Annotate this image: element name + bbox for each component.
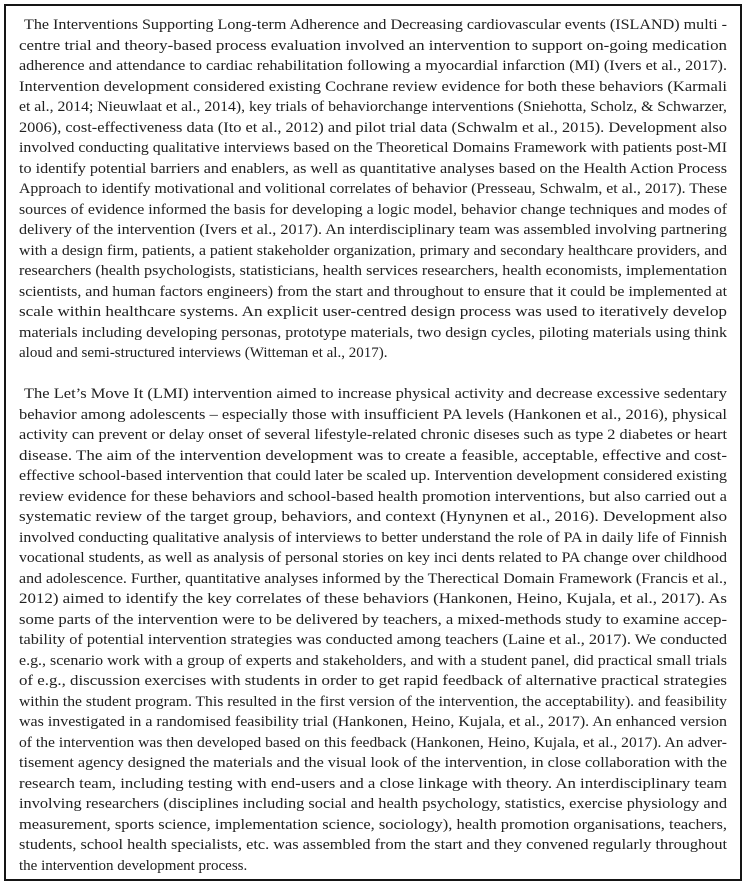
text-line-content: disease. The aim of the intervention development was to create a feasible, acceptable, effective and cost- xyxy=(19,447,727,464)
paragraph-1 xyxy=(19,15,727,364)
text-line-content: involved conducting qualitative interviews based on the Theoretical Domains Framework with patients post-MI xyxy=(19,140,727,156)
text-line-content: behavior among adolescents – especially those with insufficient PA levels (Hankonen et al., 2016), physical xyxy=(19,406,727,423)
text-line xyxy=(19,405,727,426)
text-line xyxy=(19,589,727,610)
text-line xyxy=(19,548,727,569)
text-line-content: centre trial and theory-based process evaluation involved an intervention to support on-going medication xyxy=(19,37,727,54)
text-line-content: e.g., scenario work with a group of experts and stakeholders, and with a student panel, did practical small trials xyxy=(19,652,728,669)
text-line-content: adherence and attendance to cardiac rehabilitation following a myocardial infarction (MI) (Ivers et al., 2017). xyxy=(19,58,727,74)
text-line xyxy=(19,302,727,323)
text-line-content: tisement agency designed the materials and the visual look of the intervention, in close collaboration with the xyxy=(19,755,728,771)
text-line-content: et al., 2014; Nieuwlaat et al., 2014), key trials of behaviorchange interventions (Sniehotta, Scholz, & Schwarzer, xyxy=(19,99,728,115)
text-line-content: within the student program. This resulted in the first version of the intervention, the acceptability). and feasibility xyxy=(19,693,727,710)
text-line-content: 2006), cost-effectiveness data (Ito et al., 2012) and pilot trial data (Schwalm et al., 2015). Development also xyxy=(19,119,727,136)
text-line xyxy=(19,753,727,774)
text-line-content: and adolescence. Further, quantitative analyses informed by the Therectical Domain Framework (Francis et al., xyxy=(19,570,727,587)
text-line-content: scientists, and human factors engineers) from the start and throughout to ensure that it could be implemented at xyxy=(19,283,727,300)
text-line-content: review evidence for these behaviors and school-based health promotion interventions, but also carried out a xyxy=(19,488,727,505)
page-border xyxy=(4,4,742,881)
text-line-content: to identify potential barriers and enablers, as well as quantitative analyses based on the Health Action Process xyxy=(19,160,727,177)
text-line-content: Intervention development considered existing Cochrane review evidence for both these behaviors (Karmali xyxy=(19,78,727,95)
text-line xyxy=(19,138,727,159)
text-line xyxy=(19,446,727,467)
text-line-content: researchers (health psychologists, statisticians, health services researchers, health economists, implementation xyxy=(19,263,727,279)
text-line xyxy=(19,507,727,528)
text-line-content: with a design firm, patients, a patient stakeholder organization, primary and secondary healthcare providers, and xyxy=(19,242,727,259)
text-line xyxy=(19,774,727,795)
text-line xyxy=(19,651,727,672)
text-line-content: vocational students, as well as analysis of personal stories on key inci dents related to PA change over childhood xyxy=(19,550,727,566)
text-line xyxy=(19,56,727,77)
text-line-content: delivery of the intervention (Ivers et al., 2017). An interdisciplinary team was assembled involving partnering xyxy=(19,222,727,238)
text-line-content: activity can prevent or delay onset of several lifestyle-related chronic diseses such as type 2 diabetes or heart xyxy=(19,427,727,443)
text-line xyxy=(19,97,727,118)
text-line-content: tability of potential intervention strategies was conducted among teachers (Laine et al., 2017). We conducted xyxy=(19,632,727,648)
text-line-content: of the intervention was then developed based on this feedback (Hankonen, Heino, Kujala, et al., 2017). An adver- xyxy=(19,734,727,751)
text-line xyxy=(19,815,727,836)
text-line-content: sources of evidence informed the basis for developing a logic model, behavior change techniques and modes of xyxy=(19,201,727,218)
text-line-content: of e.g., discussion exercises with students in order to get rapid feedback of alternative practical strategies xyxy=(19,673,727,689)
text-line xyxy=(19,179,727,200)
text-line xyxy=(19,528,727,549)
text-line xyxy=(19,487,727,508)
text-line xyxy=(19,36,727,57)
text-line-content: systematic review of the target group, behaviors, and context (Hynynen et al., 2016). Development also xyxy=(19,509,727,525)
text-line xyxy=(19,794,727,815)
text-line-content: research team, including testing with end-users and a close linkage with theory. An interdisciplinary team xyxy=(19,775,728,792)
text-line-content: The Interventions Supporting Long-term Adherence and Decreasing cardiovascular events (ISLAND) multi - xyxy=(24,17,727,33)
text-line-content: measurement, sports science, implementation science, sociology), health promotion organisations, teachers, xyxy=(19,816,727,833)
document-text xyxy=(6,6,740,876)
text-line xyxy=(19,610,727,631)
text-line xyxy=(19,343,727,364)
text-line-content: students, school health specialists, etc. was assembled from the start and they convened regularly throughout xyxy=(19,837,728,853)
text-line xyxy=(19,15,727,36)
text-line xyxy=(19,671,727,692)
text-line xyxy=(19,692,727,713)
text-line xyxy=(19,77,727,98)
text-line xyxy=(19,323,727,344)
text-line-content: some parts of the intervention were to be delivered by teachers, a mixed-methods study to examine accep- xyxy=(19,611,727,628)
text-line-content: Approach to identify motivational and volitional correlates of behavior (Presseau, Schwalm, et al., 2017). These xyxy=(19,181,727,197)
text-line xyxy=(19,733,727,754)
text-line xyxy=(19,118,727,139)
text-line xyxy=(19,220,727,241)
text-line-content: effective school-based intervention that could later be scaled up. Intervention development considered existing xyxy=(19,468,727,484)
text-line-content: The Let’s Move It (LMI) intervention aimed to increase physical activity and decrease excessive sedentary xyxy=(24,386,727,402)
text-line-content: 2012) aimed to identify the key correlates of these behaviors (Hankonen, Heino, Kujala, et al., 2017). As xyxy=(19,591,727,607)
text-line xyxy=(19,569,727,590)
text-line xyxy=(19,630,727,651)
text-line xyxy=(19,261,727,282)
paragraph-2 xyxy=(19,384,727,876)
text-line xyxy=(19,712,727,733)
text-line xyxy=(19,384,727,405)
text-line-content: scale within healthcare systems. An explicit user-centred design process was used to iteratively develop xyxy=(19,304,727,320)
text-line-content: involved conducting qualitative analysis of interviews to better understand the role of PA in daily life of Finnish xyxy=(19,529,727,546)
text-line xyxy=(19,159,727,180)
text-line xyxy=(19,282,727,303)
text-line xyxy=(19,835,727,856)
text-line-content: the intervention development process. xyxy=(19,857,248,874)
text-line-content: was investigated in a randomised feasibility trial (Hankonen, Heino, Kujala, et al., 2017). An enhanced version xyxy=(19,714,727,730)
text-line xyxy=(19,856,727,877)
text-line-content: aloud and semi-structured interviews (Witteman et al., 2017). xyxy=(19,345,388,361)
text-line xyxy=(19,466,727,487)
text-line xyxy=(19,200,727,221)
text-line xyxy=(19,425,727,446)
text-line xyxy=(19,241,727,262)
text-line-content: involving researchers (disciplines including social and health psychology, statistics, exercise physiology and xyxy=(19,796,728,812)
text-line-content: materials including developing personas, prototype materials, two design cycles, piloting materials using think xyxy=(19,324,727,341)
